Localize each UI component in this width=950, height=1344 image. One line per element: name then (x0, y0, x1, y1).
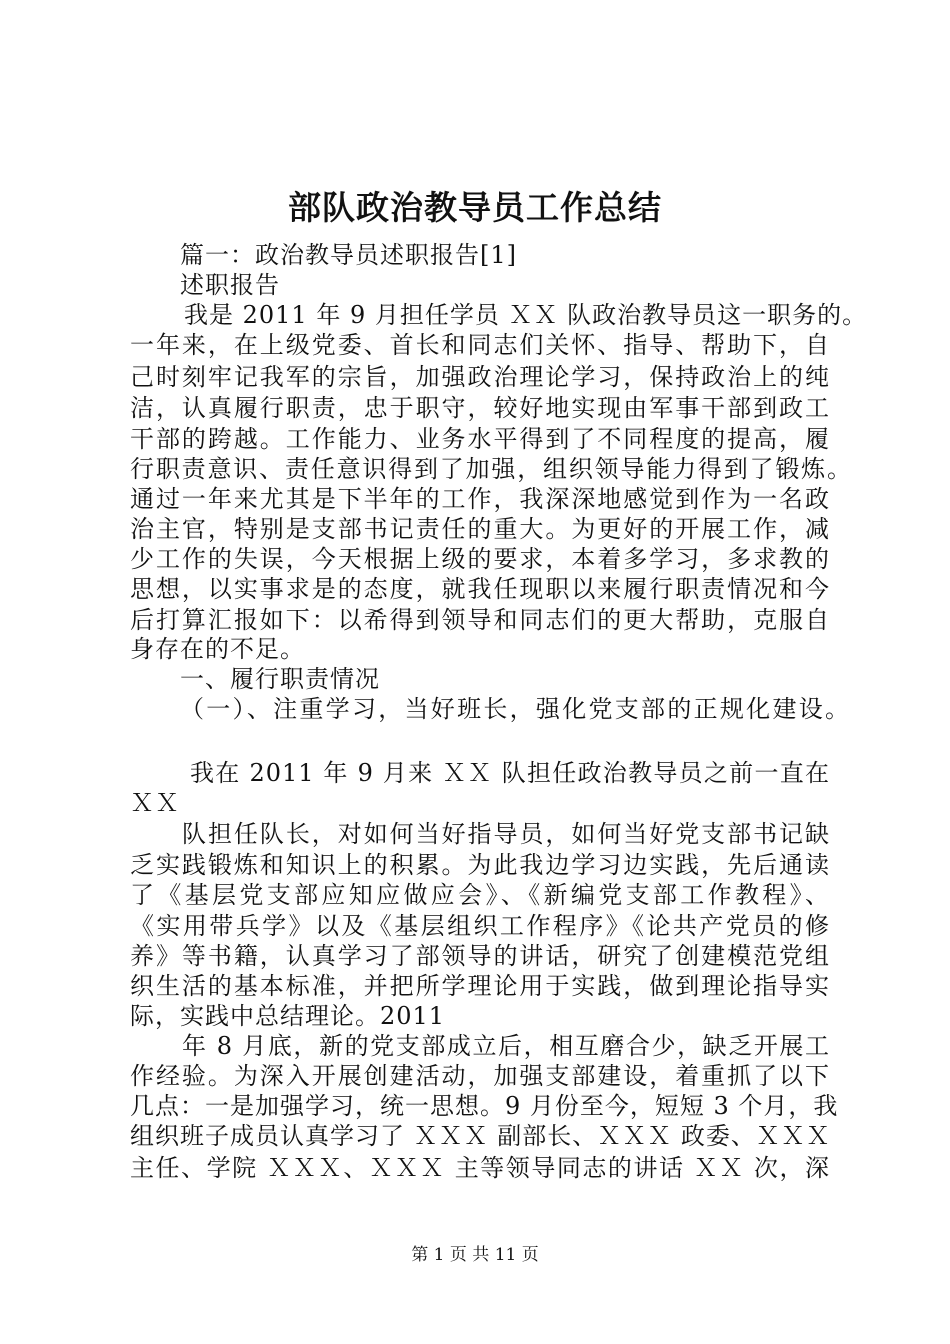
text-line: 几点：一是加强学习，统一思想。9 月份至今，短短 3 个月，我 (130, 1092, 839, 1120)
text-line: 通过一年来尤其是下半年的工作，我深深地感觉到作为一名政 (130, 485, 830, 513)
text-line: 年 8 月底，新的党支部成立后，相互磨合少，缺乏开展工 (182, 1032, 830, 1060)
text-line: 乏实践锻炼和知识上的积累。为此我边学习边实践，先后通读 (130, 851, 830, 879)
text-line: 际，实践中总结理论。2011 (130, 1002, 446, 1030)
text-line: 织生活的基本标准，并把所学理论用于实践，做到理论指导实 (130, 972, 830, 1000)
text-line: 身存在的不足。 (130, 635, 305, 663)
text-line: 治主官，特别是支部书记责任的重大。为更好的开展工作，减 (130, 515, 830, 543)
text-line: ＸＸ (130, 789, 180, 817)
text-line: 干部的跨越。工作能力、业务水平得到了不同程度的提高，履 (130, 425, 830, 453)
text-line: 养》等书籍，认真学习了部领导的讲话，研究了创建模范党组 (130, 942, 830, 970)
text-line: 《实用带兵学》以及《基层组织工作程序》《论共产党员的修 (130, 912, 830, 940)
text-line: 作经验。为深入开展创建活动，加强支部建设，着重抓了以下 (130, 1062, 830, 1090)
section-heading: 一、履行职责情况 (180, 665, 380, 693)
text-line: 了《基层党支部应知应做应会》、《新编党支部工作教程》、 (130, 881, 830, 909)
text-line: 队担任队长，对如何当好指导员，如何当好党支部书记缺 (182, 820, 830, 848)
document-title: 部队政治教导员工作总结 (288, 188, 662, 227)
text-line: 我是 2011 年 9 月担任学员 ＸＸ 队政治教导员这一职务的。 (184, 301, 868, 329)
text-line: 思想，以实事求是的态度，就我任现职以来履行职责情况和今 (130, 575, 830, 603)
subsection-heading: （一）、注重学习，当好班长，强化党支部的正规化建设。 (180, 695, 850, 723)
text-line: 主任、学院 ＸＸＸ、ＸＸＸ 主等领导同志的讲话 ＸＸ 次，深 (130, 1154, 830, 1182)
text-line: 我在 2011 年 9 月来 ＸＸ 队担任政治教导员之前一直在 (190, 759, 830, 787)
text-line: 行职责意识、责任意识得到了加强，组织领导能力得到了锻炼。 (130, 455, 852, 483)
text-line: 一年来，在上级党委、首长和同志们关怀、指导、帮助下，自 (130, 331, 830, 359)
text-line: 组织班子成员认真学习了 ＸＸＸ 副部长、ＸＸＸ 政委、ＸＸＸ (130, 1122, 831, 1150)
text-line: 己时刻牢记我军的宗旨，加强政治理论学习，保持政治上的纯 (130, 363, 830, 391)
text-line: 后打算汇报如下：以希得到领导和同志们的更大帮助，克服自 (130, 606, 830, 634)
text-line: 篇一：政治教导员述职报告[1] (180, 241, 517, 269)
page-number-footer: 第 1 页 共 11 页 (411, 1245, 539, 1265)
text-line: 洁，认真履行职责，忠于职守，较好地实现由军事干部到政工 (130, 394, 830, 422)
text-line: 述职报告 (180, 271, 280, 299)
text-line: 少工作的失误，今天根据上级的要求，本着多学习，多求教的 (130, 545, 830, 573)
